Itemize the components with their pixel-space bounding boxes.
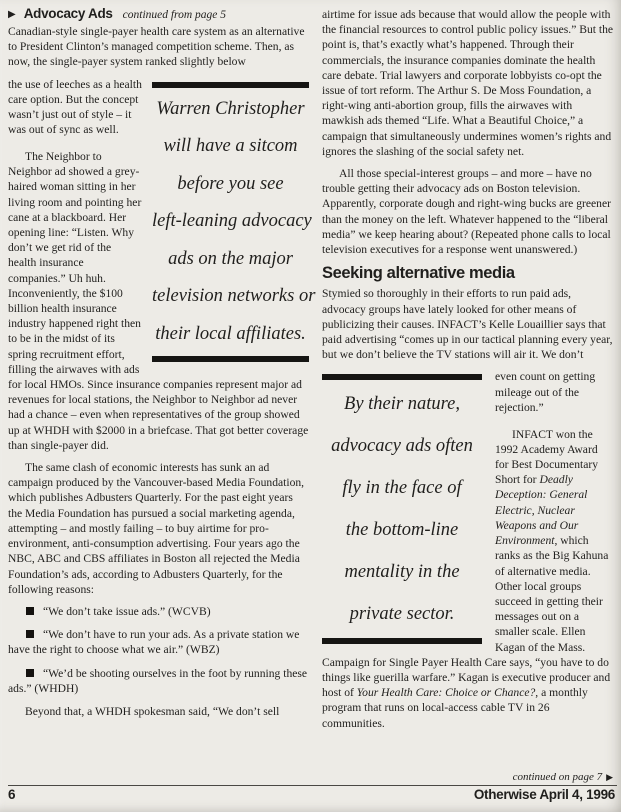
continued-on-note	[8, 771, 617, 783]
pull-quote-bottom-rule	[152, 356, 309, 362]
bullet-text: “We’d be shooting ourselves in the foot by running these ads.” (WHDH)	[8, 666, 308, 695]
article-continuation-header	[8, 5, 226, 23]
pull-quote-line: Warren Christopher	[156, 98, 305, 119]
pull-quote-line: By their nature,	[344, 394, 460, 415]
body-text: Canadian-style single-payer health care system as an alternative to President Clinton’s managed competition scheme. Then, as now, the single-payer system ranked slightly below	[8, 25, 305, 69]
article-title: Advocacy Ads	[23, 6, 113, 21]
continued-from-note: continued from page 5	[122, 9, 227, 21]
pull-quote-line: the bottom-line	[345, 520, 459, 541]
pull-quote-line: television networks or	[152, 286, 316, 307]
bullet-text: “We don’t have to run your ads. As a private station we have the right to choose what we air.” (WBZ)	[8, 628, 300, 657]
paragraph: Beyond that, a WHDH spokesman said, “We don’t sell	[25, 704, 280, 718]
continued-on-text: continued on page 7	[512, 771, 603, 783]
paragraph: airtime for issue ads because that would allow the people with the financial resources to control public policy issues.” But the point is, that’s exactly what’s happened. Through their commercials, the insurance companies dominate the health care debate. Trial lawyers and corporate lobbyists co-opt the issue of tort reform. The Arthur S. De Moss Foundation, a right-wing anti-abortion group, fills the airwaves with mawkish ads themed “Life. What a Beautiful Choice,” a campaign that simultaneously undermines women’s rights and ignores the slashing of the social safety net.	[322, 8, 614, 158]
square-bullet-icon	[26, 607, 34, 615]
bullet-item	[8, 604, 309, 619]
pull-quote-top-rule	[152, 82, 309, 88]
pull-quote-line: ads on the major	[168, 248, 293, 269]
paragraph: The Neighbor to Neighbor ad showed a grey-haired woman sitting in her living room and pointing her cane at a blackboard. Her opening line: “Listen. Why don’t we get rid of the health insurance companies.” Uh huh. Inconveniently, the $100 billion health insurance industry happened right then to be in the midst of its spring recruitment effort, filling the airwaves with ads for local HMOs. Since insurance companies represent major ad revenues for local stations, the Neighbor to Neighbor ad never had a chance – even when representatives of the group showed up at WHDH with $2000 in a briefcase. That got better coverage than single-payer did.	[8, 150, 309, 452]
pull-quote-line: left-leaning advocacy	[152, 211, 312, 232]
square-bullet-icon	[26, 669, 34, 677]
pull-quote-bottom-rule	[322, 638, 482, 644]
bullet-item	[8, 666, 309, 696]
pull-quote-line: before you see	[177, 173, 284, 194]
pull-quote-line: mentality in the	[344, 562, 460, 583]
paragraph	[322, 286, 614, 362]
body-text: , a monthly program that runs on local-access cable TV in 26 communities.	[322, 686, 588, 730]
right-triangle-icon: ▶	[606, 773, 613, 783]
square-bullet-icon	[26, 630, 34, 638]
pull-quote-line: will have a sitcom	[163, 136, 298, 157]
section-heading: Seeking alternative media	[322, 264, 515, 283]
body-text: even count on getting mileage out of the rejection.”	[495, 370, 596, 414]
documentary-title: Deadly Deception: General Electric, Nuclear Weapons and Our Environment	[495, 473, 588, 548]
body-text: Stymied so thoroughly in their efforts to run paid ads, advocacy groups have lately looked for other means of publicizing their causes. INFACT’s Kelle Louaillier says that paid advertising “comes up in our tactical planning every year, but we don’t believe the TV stations will air it. We don’t	[322, 287, 613, 362]
page-footer	[8, 771, 617, 802]
paragraph: The same clash of economic interests has sunk an ad campaign produced by the Vancouver-based Media Foundation, which publishes Adbusters Quarterly. For the past eight years the Media Foundation has pursued a social marketing agenda, attempting – and mostly failing – to buy airtime for pro-environment, anti-consumption advertising. Four years ago the NBC, ABC and CBS affiliates in Boston all rejected the Media Foundation’s ads, according to Adbusters Quarterly, for the following reasons:	[8, 461, 305, 596]
bullet-item	[8, 627, 309, 657]
pull-quote-top-rule	[322, 374, 482, 380]
body-text: INFACT won the 1992 Academy Award for Best Documentary Short for	[495, 427, 599, 487]
left-column	[8, 24, 316, 726]
page-number: 6	[8, 787, 16, 802]
tv-program-title: Your Health Care: Choice or Chance?	[356, 686, 536, 700]
pull-quote-line: private sector.	[349, 604, 455, 625]
pull-quote-line: fly in the face of	[342, 478, 462, 499]
body-text: , which ranks as the Big Kahuna of alternative media. Other local groups succeed in getting their messages out on a smaller scale. Ellen Kagan of the Mass. Campaign for Single Payer Health Care says, “you have to do things like guerilla warfare.” Kagan is executive producer and host of	[322, 534, 611, 700]
pull-quote-line: advocacy ads often	[331, 436, 473, 457]
paragraph	[8, 24, 309, 70]
footer-rule	[8, 785, 617, 786]
pull-quote-line: their local affiliates.	[155, 323, 306, 344]
pull-quote-warren-christopher	[152, 79, 316, 366]
publication-name-date: Otherwise April 4, 1996	[473, 787, 615, 802]
right-triangle-icon: ▶	[8, 9, 16, 20]
pull-quote-by-their-nature	[322, 371, 482, 647]
right-column	[322, 7, 614, 738]
bullet-text: “We don’t take issue ads.” (WCVB)	[43, 604, 211, 618]
paragraph: All those special-interest groups – and more – have no trouble getting their advocacy ads on Boston television. Apparently, corporate dough and right-wing bucks are greener than the money on the left. Whatever happened to the “liberal media” we keep hearing about? (Repeated phone calls to local television executives for a response went unanswered.)	[322, 167, 611, 257]
body-text: the use of leeches as a health care option. But the concept wasn’t just out of style – it was out of sync as well.	[8, 77, 142, 137]
